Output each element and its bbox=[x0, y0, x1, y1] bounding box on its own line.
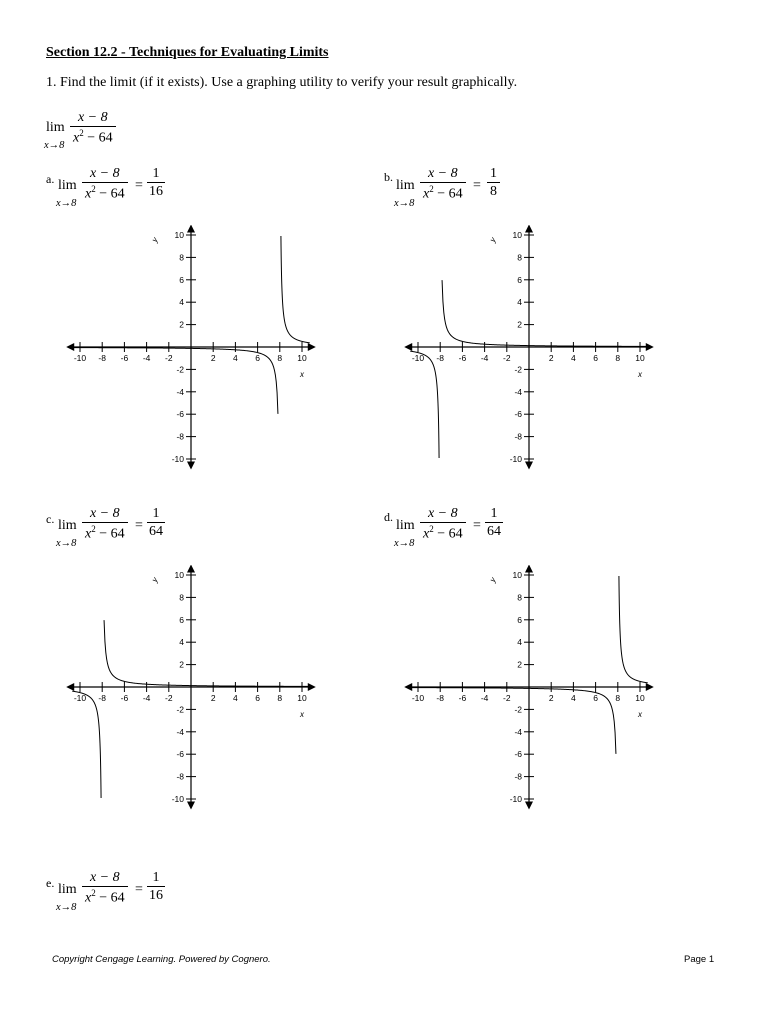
graph-d bbox=[398, 565, 658, 810]
option-answer: $\frac{1}{8}$ bbox=[487, 166, 500, 200]
x-tick-label: -4 bbox=[480, 353, 489, 363]
y-tick-label: -8 bbox=[176, 431, 184, 442]
x-tick-label: 10 bbox=[297, 693, 307, 703]
x-tick-label: -10 bbox=[73, 693, 87, 703]
option-d: d. lim x→8 $\frac{x - 8}{x^2 - 64}$ = $\frac{1}{64}$ bbox=[384, 506, 501, 549]
x-axis-label: x bbox=[300, 710, 304, 719]
y-axis-label: y bbox=[149, 235, 160, 244]
y-tick-label: -4 bbox=[514, 386, 522, 397]
y-tick-label: 4 bbox=[517, 297, 522, 308]
option-a: a. lim x→8 $\frac{x - 8}{x^2 - 64}$ = $\frac{1}{16}$ bbox=[46, 166, 163, 209]
x-axis-arrow-right bbox=[308, 683, 316, 691]
y-axis-arrow-up bbox=[525, 565, 533, 573]
y-axis-arrow-down bbox=[525, 801, 533, 809]
x-axis-arrow-left bbox=[404, 683, 412, 691]
x-tick-label: -2 bbox=[503, 353, 511, 363]
y-tick-label: -2 bbox=[514, 704, 522, 715]
x-tick-label: 10 bbox=[297, 353, 307, 363]
y-tick-label: -2 bbox=[514, 364, 522, 375]
y-axis-arrow-up bbox=[187, 565, 195, 573]
limit-expression bbox=[46, 110, 136, 154]
x-tick-label: -2 bbox=[165, 693, 173, 703]
option-answer: $\frac{1}{16}$ bbox=[149, 870, 163, 903]
y-axis-label: y bbox=[149, 575, 160, 584]
x-tick-label: 10 bbox=[635, 353, 645, 363]
equals-sign: = bbox=[135, 178, 143, 193]
x-tick-label: -4 bbox=[142, 353, 151, 363]
x-tick-label: 6 bbox=[255, 693, 260, 703]
graph-c bbox=[60, 565, 320, 810]
y-axis-arrow-down bbox=[525, 461, 533, 469]
y-tick-label: -4 bbox=[176, 726, 184, 737]
y-tick-label: 10 bbox=[174, 570, 184, 580]
x-tick-label: -6 bbox=[458, 693, 467, 703]
lim-word: lim bbox=[46, 120, 65, 135]
curve-left-branch bbox=[72, 691, 101, 798]
y-tick-label: 8 bbox=[517, 252, 522, 263]
y-tick-label: 8 bbox=[179, 592, 184, 603]
x-axis-label: x bbox=[638, 370, 642, 379]
x-tick-label: -8 bbox=[98, 693, 106, 703]
footer-copyright: Copyright Cengage Learning. Powered by Cognero. bbox=[52, 954, 271, 965]
y-tick-label: -2 bbox=[176, 704, 184, 715]
option-answer: $\frac{1}{64}$ bbox=[149, 506, 163, 539]
curve-right-branch bbox=[104, 620, 310, 686]
curve-right-branch bbox=[619, 576, 648, 683]
option-answer: $\frac{1}{16}$ bbox=[149, 166, 163, 199]
x-tick-label: 8 bbox=[277, 693, 283, 703]
option-e: e. lim x→8 $\frac{x - 8}{x^2 - 64}$ = $\frac{1}{16}$ bbox=[46, 870, 163, 913]
x-tick-label: 8 bbox=[615, 353, 621, 363]
option-label: c. bbox=[46, 512, 55, 526]
equals-sign: = bbox=[473, 518, 481, 533]
y-axis-arrow-down bbox=[187, 801, 195, 809]
y-tick-label: 2 bbox=[517, 659, 522, 670]
x-tick-label: 2 bbox=[210, 693, 216, 703]
footer-page-number: Page 1 bbox=[684, 954, 715, 965]
y-axis-label: y bbox=[487, 575, 498, 584]
y-tick-label: -8 bbox=[176, 771, 184, 782]
y-tick-label: 2 bbox=[179, 659, 184, 670]
x-axis-arrow-left bbox=[404, 343, 412, 351]
x-tick-label: -6 bbox=[458, 353, 467, 363]
y-tick-label: -4 bbox=[514, 726, 522, 737]
x-tick-label: -10 bbox=[73, 353, 87, 363]
limit-fraction bbox=[70, 110, 116, 147]
equals-sign: = bbox=[135, 882, 143, 897]
y-tick-label: 6 bbox=[179, 614, 184, 625]
option-label: e. bbox=[46, 876, 55, 890]
y-tick-label: 8 bbox=[179, 252, 184, 263]
y-tick-label: -8 bbox=[514, 431, 522, 442]
equals-sign: = bbox=[135, 518, 143, 533]
option-label: b. bbox=[384, 170, 393, 184]
equals-sign: = bbox=[473, 178, 481, 193]
x-axis-label: x bbox=[300, 370, 304, 379]
y-tick-label: -10 bbox=[171, 454, 184, 464]
y-tick-label: 6 bbox=[179, 274, 184, 285]
y-tick-label: 2 bbox=[179, 319, 184, 330]
x-axis-arrow-left bbox=[66, 683, 74, 691]
y-tick-label: 2 bbox=[517, 319, 522, 330]
y-axis-label: y bbox=[487, 235, 498, 244]
x-tick-label: -8 bbox=[98, 353, 106, 363]
graph-b bbox=[398, 225, 658, 470]
curve-left-branch bbox=[410, 351, 439, 458]
x-tick-label: -6 bbox=[120, 693, 129, 703]
y-tick-label: 6 bbox=[517, 614, 522, 625]
y-axis-arrow-up bbox=[525, 225, 533, 233]
x-tick-label: 6 bbox=[593, 353, 598, 363]
x-tick-label: -6 bbox=[120, 353, 129, 363]
y-tick-label: -6 bbox=[514, 749, 522, 760]
x-tick-label: 2 bbox=[548, 693, 554, 703]
x-tick-label: 4 bbox=[233, 693, 238, 703]
curve-right-branch bbox=[281, 236, 310, 343]
x-tick-label: -2 bbox=[165, 353, 173, 363]
section-title: Section 12.2 - Techniques for Evaluating Limits bbox=[46, 45, 329, 60]
option-label: d. bbox=[384, 510, 393, 524]
x-tick-label: 4 bbox=[571, 353, 576, 363]
x-tick-label: -8 bbox=[436, 353, 444, 363]
lim-subscript: x→8 bbox=[44, 140, 65, 151]
y-tick-label: 6 bbox=[517, 274, 522, 285]
x-tick-label: -10 bbox=[411, 693, 425, 703]
x-tick-label: 4 bbox=[571, 693, 576, 703]
y-tick-label: -10 bbox=[509, 794, 522, 804]
x-axis-arrow-right bbox=[646, 343, 654, 351]
x-tick-label: -4 bbox=[480, 693, 489, 703]
x-tick-label: 8 bbox=[615, 693, 621, 703]
x-axis-arrow-right bbox=[646, 683, 654, 691]
option-label: a. bbox=[46, 172, 55, 186]
x-tick-label: 2 bbox=[210, 353, 216, 363]
y-tick-label: -6 bbox=[176, 409, 184, 420]
graph-a bbox=[60, 225, 320, 470]
y-tick-label: 4 bbox=[517, 637, 522, 648]
x-tick-label: 6 bbox=[255, 353, 260, 363]
y-tick-label: -2 bbox=[176, 364, 184, 375]
y-tick-label: 4 bbox=[179, 297, 184, 308]
x-axis-arrow-left bbox=[66, 343, 74, 351]
option-c: c. lim x→8 $\frac{x - 8}{x^2 - 64}$ = $\frac{1}{64}$ bbox=[46, 506, 163, 549]
y-tick-label: -8 bbox=[514, 771, 522, 782]
x-tick-label: 4 bbox=[233, 353, 238, 363]
option-answer: $\frac{1}{64}$ bbox=[487, 506, 501, 539]
y-tick-label: 10 bbox=[174, 230, 184, 240]
x-tick-label: -4 bbox=[142, 693, 151, 703]
y-tick-label: 10 bbox=[512, 230, 522, 240]
y-tick-label: -6 bbox=[514, 409, 522, 420]
question-text: 1. Find the limit (if it exists). Use a graphing utility to verify your result graphically. bbox=[46, 75, 518, 90]
y-axis-arrow-up bbox=[187, 225, 195, 233]
x-tick-label: -10 bbox=[411, 353, 425, 363]
x-tick-label: 6 bbox=[593, 693, 598, 703]
y-tick-label: -10 bbox=[509, 454, 522, 464]
x-tick-label: 8 bbox=[277, 353, 283, 363]
y-tick-label: -6 bbox=[176, 749, 184, 760]
y-tick-label: 8 bbox=[517, 592, 522, 603]
x-tick-label: 2 bbox=[548, 353, 554, 363]
y-tick-label: 10 bbox=[512, 570, 522, 580]
y-tick-label: -4 bbox=[176, 386, 184, 397]
x-axis-arrow-right bbox=[308, 343, 316, 351]
y-tick-label: 4 bbox=[179, 637, 184, 648]
option-b: b. lim x→8 $\frac{x - 8}{x^2 - 64}$ = $\frac{1}{8}$ bbox=[384, 166, 524, 212]
y-axis-arrow-down bbox=[187, 461, 195, 469]
x-axis-label: x bbox=[638, 710, 642, 719]
x-tick-label: -2 bbox=[503, 693, 511, 703]
numerator: x − 8 bbox=[77, 110, 108, 125]
denominator: $x^2 - 64$ bbox=[70, 126, 116, 147]
x-tick-label: -8 bbox=[436, 693, 444, 703]
y-tick-label: -10 bbox=[171, 794, 184, 804]
x-tick-label: 10 bbox=[635, 693, 645, 703]
curve-right-branch bbox=[442, 280, 648, 346]
